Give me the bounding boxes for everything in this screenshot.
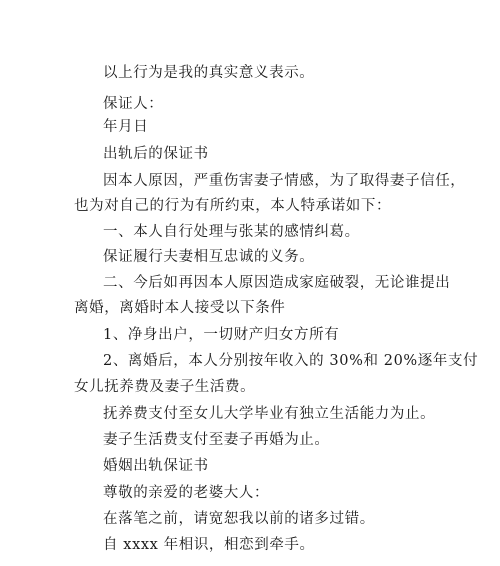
paragraph-line-14: 抚养费支付至女儿大学毕业有独立生活能力为止。 [103,406,436,422]
date-label: 年月日 [103,119,149,135]
paragraph-line-15: 妻子生活费支付至妻子再婚为止。 [103,432,330,448]
paragraph-line-6: 也为对自己的行为有所约束，本人特承诺如下： [74,198,392,214]
paragraph-line-9: 二、今后如再因本人原因造成家庭破裂，无论谁提出 [103,275,451,291]
section-title: 出轨后的保证书 [103,146,209,162]
paragraph-line-10: 离婚，离婚时本人接受以下条件 [74,300,286,316]
paragraph-line-7: 一、本人自行处理与张某的感情纠葛。 [103,224,360,240]
paragraph-line-8: 保证履行夫妻相互忠诚的义务。 [103,249,315,265]
paragraph-line-17: 尊敬的亲爱的老婆大人： [103,485,270,501]
paragraph-line-13: 女儿抚养费及妻子生活费。 [74,379,256,395]
paragraph-line-11: 1、净身出户，一切财产归女方所有 [103,327,340,343]
truncated-line [103,556,403,566]
section-title-2: 婚姻出轨保证书 [103,458,209,474]
paragraph-line-18: 在落笔之前，请宽恕我以前的诸多过错。 [103,511,375,527]
paragraph-line-5: 因本人原因，严重伤害妻子情感，为了取得妻子信任， [103,173,466,189]
paragraph-line-12: 2、离婚后，本人分别按年收入的 30%和 20%逐年支付 [103,353,479,369]
paragraph-line-1: 以上行为是我的真实意义表示。 [103,65,315,81]
paragraph-line-19: 自 xxxx 年相识，相恋到牵手。 [103,537,315,553]
signature-label: 保证人： [103,96,164,112]
